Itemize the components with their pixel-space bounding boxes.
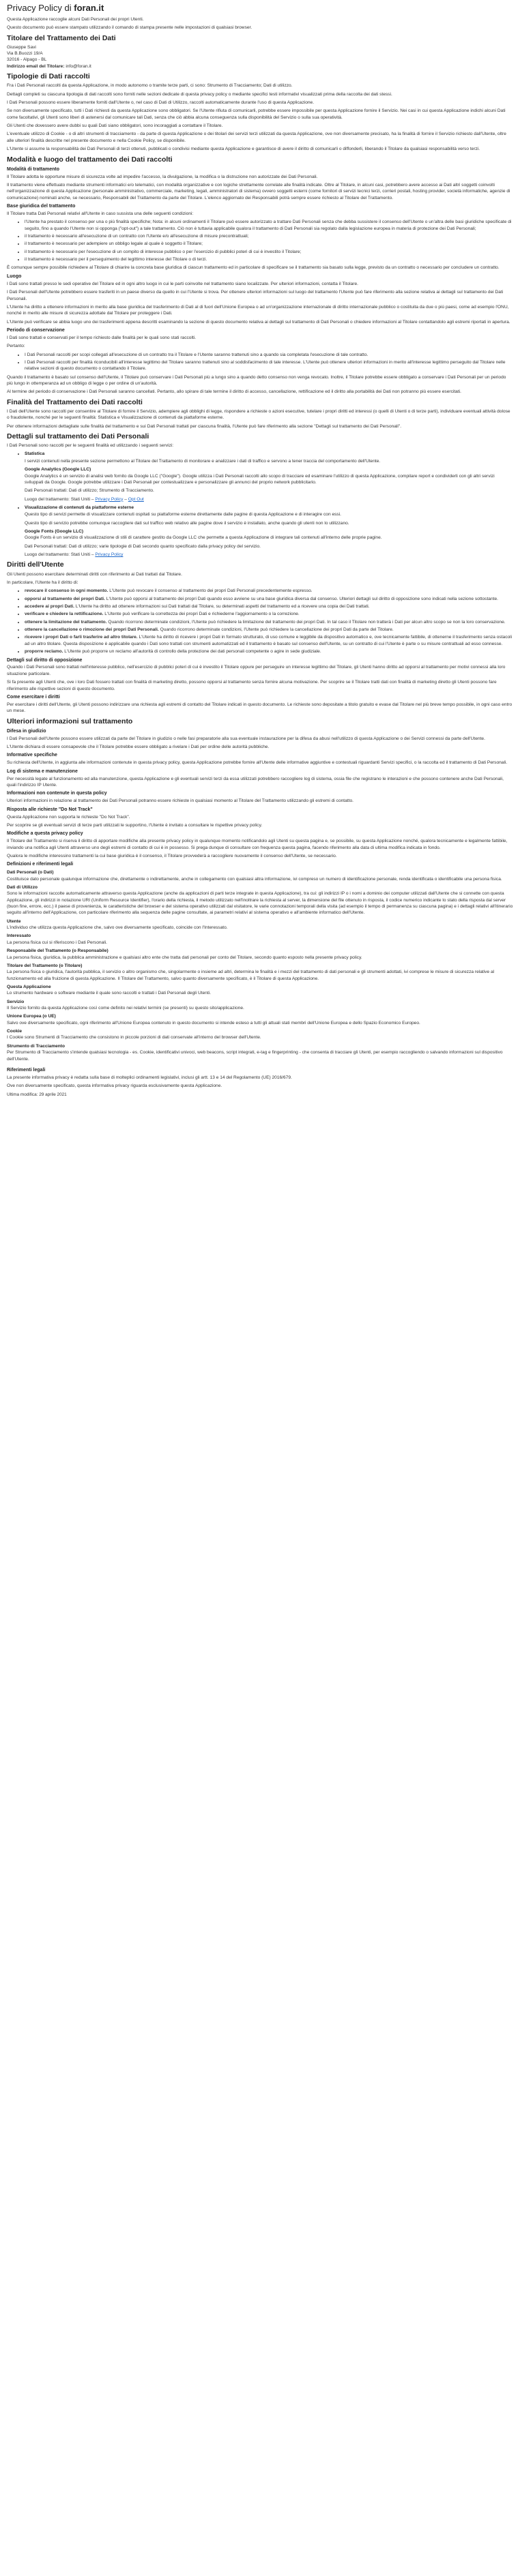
intro-paragraph: Questa Applicazione raccoglie alcuni Dati Personali dei propri Utenti. xyxy=(7,16,144,22)
rights-item-text: Quando ricorrono determinate condizioni, l'Utente può richiedere la cancellazione dei propri Dati da parte del Titolare. xyxy=(158,627,394,633)
details-intro: I Dati Personali sono raccolti per le seguenti finalità ed utilizzando i seguenti servizi: xyxy=(7,443,174,449)
rights-item-lead: accedere ai propri Dati. xyxy=(25,604,74,610)
details-item-statistics xyxy=(25,451,513,503)
further-block-paragraph: Qualora le modifiche interessino trattamenti la cui base giuridica è il consenso, il Titolare provvederà a raccogliere nuovamente il consenso dell'Utente, se necessario. xyxy=(7,853,337,858)
rights-item-lead: opporsi al trattamento dei propri Dati. xyxy=(25,596,105,601)
rights-item xyxy=(25,611,513,617)
definitions-list xyxy=(7,869,513,1062)
google-analytics-place xyxy=(25,496,513,503)
further-block-title: Difesa in giudizio xyxy=(7,728,46,734)
exercise-paragraph: Per esercitare i diritti dell'Utente, gli Utenti possono indirizzare una richiesta agli estremi di contatto del Titolare indicati in questo documento. Le richieste sono depositate a titolo gratuito e evase dal Titolare nel più breve tempo possibile, in ogni caso entro un mese. xyxy=(7,702,512,714)
privacy-policy-link[interactable]: Privacy Policy xyxy=(95,552,124,558)
definition-text: I Cookie sono Strumenti di Tracciamento che consistono in piccole porzioni di dati conservate all'interno del browser dell'Utente. xyxy=(7,1035,261,1040)
data-types-body xyxy=(7,83,513,152)
rights-item-text: L'Utente ha diritto ad ottenere informazioni sui Dati trattati dal Titolare, su determinati aspetti del trattamento ed a ricevere una copia dei Dati trattati. xyxy=(74,604,370,610)
google-fonts-title: Google Fonts (Google LLC) xyxy=(25,529,84,535)
intro-paragraph: Questo documento può essere stampato utilizzando il comando di stampa presente nelle impostazioni di qualsiasi browser. xyxy=(7,25,252,31)
rights-item-lead: ricevere i propri Dati o farli trasferire ad altro titolare. xyxy=(25,635,138,640)
data-types-paragraph: Gli Utenti che dovessero avere dubbi su quali Dati siano obbligatori, sono incoraggiati a contattare il Titolare. xyxy=(7,123,223,129)
external-content-title: • Visualizzazione di contenuti da piattaforme esterne xyxy=(25,505,134,510)
place-title: Luogo xyxy=(7,273,22,279)
legal-basis-item: • l'Utente ha prestato il consenso per una o più finalità specifiche; Nota: in alcuni ordinamenti il Titolare può essere autorizzato a trattare Dati Personali senza che debba sussistere il consenso dell'Utente o un'altra delle basi giuridiche specificate di seguito, fino a quando l'Utente non si opponga ("opt-out") a tale trattamento. Ciò non è tuttavia applicabile qualora il trattamento di Dati Personali sia regolato dalla legislazione europea in materia di protezione dei Dati Personali; xyxy=(25,219,513,232)
google-fonts-place xyxy=(25,552,513,558)
objection-paragraph: Si fa presente agli Utenti che, ove i loro Dati fossero trattati con finalità di marketing diretto, possono opporsi al trattamento senza fornire alcuna motivazione. Per scoprire se il Titolare tratti dati con finalità di marketing diretto gli Utenti possono fare riferimento alle rispettive sezioni di questo documento. xyxy=(7,680,497,691)
rights-item-lead: ottenere la cancellazione o rimozione dei propri Dati Personali. xyxy=(25,627,159,633)
data-types-paragraph: Dettagli completi su ciascuna tipologia di dati raccolti sono forniti nelle sezioni dedicate di questa privacy policy o mediante specifici testi informativi visualizzati prima della raccolta dei dati stessi. xyxy=(7,91,392,97)
further-block-paragraph: Ulteriori informazioni in relazione al trattamento dei Dati Personali potranno essere richieste in qualsiasi momento al Titolare del Trattamento utilizzando gli estremi di contatto. xyxy=(7,798,353,804)
details-list xyxy=(7,451,513,558)
place-paragraph: I Dati Personali dell'Utente potrebbero essere trasferiti in un paese diverso da quello in cui l'Utente si trova. Per ottenere ulteriori informazioni sul luogo del trattamento l'Utente può fare riferimento alla sezione relativa ai dettagli sul trattamento dei Dati Personali. xyxy=(7,290,504,301)
rights-item-text: L'Utente ha diritto di ricevere i propri Dati in formato strutturato, di uso comune e leggibile da dispositivo automatico e, ove tecnicamente fattibile, di ottenerne il trasferimento senza ostacoli ad un altro titolare. Questa disposizione è applicabile quando i Dati sono trattati con strumenti automatizzati ed il trattamento è basato sul consenso dell'Utente, su un contratto di cui l'Utente è parte o su misure contrattuali ad esso connesse. xyxy=(25,635,512,646)
definition-term: Questa Applicazione xyxy=(7,984,51,989)
rights-item xyxy=(25,648,513,655)
legal-references xyxy=(7,1067,513,1098)
owner-street: Via B.Buozzi 19/A xyxy=(7,51,43,57)
rights-item-lead: proporre reclamo. xyxy=(25,649,63,655)
google-analytics-title: Google Analytics (Google LLC) xyxy=(25,467,91,473)
purposes-paragraph: Per ottenere informazioni dettagliate sulle finalità del trattamento e sui Dati Personali trattati per ciascuna finalità, l'Utente può fare riferimento alla sezione "Dettagli sul trattamento dei Dati Personali". xyxy=(7,423,402,429)
definitions-heading: Definizioni e riferimenti legali xyxy=(7,862,74,867)
place-label: Luogo del trattamento: Stati Uniti – xyxy=(25,552,94,558)
owner-name: Giuseppe Savi xyxy=(7,44,36,50)
further-block-paragraph: Su richiesta dell'Utente, in aggiunta alle informazioni contenute in questa privacy policy, questa Applicazione potrebbe fornire all'Utente delle informative aggiuntive e contestuali riguardanti Servizi specifici, o la raccolta ed il trattamento di Dati Personali. xyxy=(7,760,508,766)
rights-item-lead: verificare e chiedere la rettificazione. xyxy=(25,612,104,617)
rights-item xyxy=(25,588,513,594)
methods-paragraph: Il trattamento viene effettuato mediante strumenti informatici e/o telematici, con modalità organizzative e con logiche strettamente correlate alle finalità indicate. Oltre al Titolare, in alcuni casi, potrebbero avere accesso ai Dati altri soggetti coinvolti nell'organizzazione di questa Applicazione (personale amministrativo, commerciale, marketing, legali, amministratori di sistema) ovvero soggetti esterni (come fornitori di servizi tecnici terzi, corrieri postali, hosting provider, società informatiche, agenzie di comunicazione) nominati anche, se necessario, Responsabili del Trattamento da parte del Titolare. L'elenco aggiornato dei Responsabili potrà sempre essere richiesto al Titolare del Trattamento. xyxy=(7,182,510,200)
place-label: Luogo del trattamento: Stati Uniti – xyxy=(25,496,94,502)
purposes-paragraph: I Dati dell'Utente sono raccolti per consentire al Titolare di fornire il Servizio, adempiere agli obblighi di legge, rispondere a richieste o azioni esecutive, tutelare i propri diritti ed interessi (o quelli di Utenti o di terze parti), individuare eventuali attività dolose o fraudolente, nonché per le seguenti finalità: Statistica e Visualizzazione di contenuti da piattaforme esterne. xyxy=(7,408,510,421)
rights-item-lead: revocare il consenso in ogni momento. xyxy=(25,588,109,594)
retention-outro: Al termine del periodo di conservazione i Dati Personali saranno cancellati. Pertanto, allo spirare di tale termine il diritto di accesso, cancellazione, rettificazione ed il diritto alla portabilità dei Dati non potranno più essere esercitati. xyxy=(7,389,461,395)
page-title xyxy=(7,3,513,14)
further-block xyxy=(7,768,513,789)
rights-item xyxy=(25,603,513,610)
rights-item-text: L'Utente può revocare il consenso al trattamento dei propri Dati Personali precedentemente espresso. xyxy=(108,588,313,594)
rights-list xyxy=(7,588,513,655)
rights-item-text: L'Utente può proporre un reclamo all'autorità di controllo della protezione dei dati personali competente o agire in sede giudiziale. xyxy=(63,649,321,655)
legal-basis-item: • il trattamento è necessario all'esecuzione di un contratto con l'Utente e/o all'esecuzione di misure precontrattuali; xyxy=(25,233,513,239)
exercise-title: Come esercitare i diritti xyxy=(7,694,60,700)
further-block-paragraph: Per scoprire se gli eventuali servizi di terze parti utilizzati le supportino, l'Utente è invitato a consultare le rispettive privacy policy. xyxy=(7,822,263,828)
rights-item-text: L'Utente può opporsi al trattamento dei propri Dati quando esso avviene su una base giuridica diversa dal consenso. Ulteriori dettagli sul diritto di opposizione sono indicati nella sezione sottostante. xyxy=(104,596,498,601)
google-fonts-text: Google Fonts è un servizio di visualizzazione di stili di carattere gestito da Google LLC che permette a questa Applicazione di integrare tali contenuti all'interno delle proprie pagine. xyxy=(25,535,382,541)
rights-item xyxy=(25,596,513,602)
definition-text: Il Servizio fornito da questa Applicazione così come definito nei relativi termini (se presenti) su questo sito/applicazione. xyxy=(7,1006,244,1011)
owner-email-line xyxy=(7,63,513,70)
further-block xyxy=(7,790,513,804)
further-block xyxy=(7,830,513,859)
legal-basis-item: • il trattamento è necessario per l'esecuzione di un compito di interesse pubblico o per l'esercizio di pubblici poteri di cui è investito il Titolare; xyxy=(25,249,513,255)
rights-heading: Diritti dell'Utente xyxy=(7,560,64,569)
rights-item xyxy=(25,634,513,647)
retention-list xyxy=(7,352,513,372)
owner-heading: Titolare del Trattamento dei Dati xyxy=(7,33,116,42)
methods-paragraph: Il Titolare adotta le opportune misure di sicurezza volte ad impedire l'accesso, la divulgazione, la modifica o la distruzione non autorizzate dei Dati Personali. xyxy=(7,174,318,179)
legal-basis-intro: Il Titolare tratta Dati Personali relativi all'Utente in caso sussista una delle seguenti condizioni: xyxy=(7,211,194,216)
retention-outro: Quando il trattamento è basato sul consenso dell'Utente, il Titolare può conservare i Dati Personali più a lungo sino a quando detto consenso non venga revocato. Inoltre, il Titolare potrebbe essere obbligato a conservare i Dati Personali per un periodo più lungo in ottemperanza ad un obbligo di legge o per ordine di un'autorità. xyxy=(7,374,506,387)
further-block-title: Modifiche a questa privacy policy xyxy=(7,831,83,837)
processing-heading: Modalità e luogo del trattamento dei Dati raccolti xyxy=(7,155,173,164)
google-analytics-data: Dati Personali trattati: Dati di utilizzo; Strumento di Tracciamento. xyxy=(25,488,154,494)
google-analytics-text: Google Analytics è un servizio di analisi web fornito da Google LLC ("Google"). Google utilizza i Dati Personali raccolti allo scopo di tracciare ed esaminare l'utilizzo di questa Applicazione, compilare report e condividerli con gli altri servizi sviluppati da Google. Google potrebbe utilizzare i Dati Personali per contestualizzare e personalizzare gli annunci del proprio network pubblicitario. xyxy=(25,473,495,485)
legal-basis-list xyxy=(7,219,513,263)
retention-title: Periodo di conservazione xyxy=(7,327,65,333)
further-block-title: Informazioni non contenute in questa policy xyxy=(7,791,107,796)
definition-term: Dati di Utilizzo xyxy=(7,884,38,890)
details-heading: Dettagli sul trattamento dei Dati Personali xyxy=(7,432,149,440)
legal-basis-outro: È comunque sempre possibile richiedere al Titolare di chiarire la concreta base giuridica di ciascun trattamento ed in particolare di specificare se il trattamento sia basato sulla legge, previsto da un contratto o necessario per concludere un contratto. xyxy=(7,265,500,271)
external-content-desc: Questo tipo di servizi permette di visualizzare contenuti ospitati su piattaforme esterne direttamente dalle pagine di questa Applicazione e di interagire con essi. xyxy=(25,512,342,518)
owner-address xyxy=(7,44,513,70)
link-dash: – xyxy=(124,496,127,502)
data-types-paragraph: L'Utente si assume la responsabilità dei Dati Personali di terzi ottenuti, pubblicati o condivisi mediante questa Applicazione e garantisce di avere il diritto di comunicarli o diffonderli, liberando il Titolare da qualsiasi responsabilità verso terzi. xyxy=(7,147,480,152)
definition-term: Titolare del Trattamento (o Titolare) xyxy=(7,963,83,968)
definition-term: Strumento di Tracciamento xyxy=(7,1043,66,1049)
further-block-paragraph: Per necessità legate al funzionamento ed alla manutenzione, questa Applicazione e gli eventuali servizi terzi da essa utilizzati potrebbero raccogliere log di sistema, ossia file che registrano le interazioni e che possono contenere anche Dati Personali, quali l'indirizzo IP Utente. xyxy=(7,776,504,788)
legal-basis-title: Base giuridica del trattamento xyxy=(7,204,76,209)
rights-item-lead: ottenere la limitazione del trattamento. xyxy=(25,619,107,625)
data-types-paragraph: Se non diversamente specificato, tutti i Dati richiesti da questa Applicazione sono obbligatori. Se l'Utente rifiuta di comunicarli, potrebbe essere impossibile per questa Applicazione fornire il Servizio. Nei casi in cui questa Applicazione indichi alcuni Dati come facoltativi, gli Utenti sono liberi di astenersi dal comunicare tali Dati, senza che ciò abbia alcuna conseguenza sulla disponibilità del Servizio o sulla sua operatività. xyxy=(7,108,506,120)
rights-item xyxy=(25,627,513,633)
retention-item: • I Dati Personali raccolti per scopi collegati all'esecuzione di un contratto tra il Titolare e l'Utente saranno trattenuti sino a quando sia completata l'esecuzione di tale contratto. xyxy=(25,352,513,358)
definition-text: Sono le informazioni raccolte automaticamente attraverso questa Applicazione (anche da applicazioni di parti terze integrate in questa Applicazione), tra cui: gli indirizzi IP o i nomi a dominio dei computer utilizzati dall'Utente che si connette con questa Applicazione, gli indirizzi in notazione URI (Uniform Resource Identifier), l'orario della richiesta, il metodo utilizzato nell'inoltrare la richiesta al server, la dimensione del file ottenuto in risposta, il codice numerico indicante lo stato della risposta dal server (buon fine, errore, ecc.) il paese di provenienza, le caratteristiche del browser e del sistema operativo utilizzati dal visitatore, le varie connotazioni temporali della visita (ad esempio il tempo di permanenza su ciascuna pagina) e i dettagli relativi all'itinerario seguito all'interno dell'Applicazione, con particolare riferimento alla sequenza delle pagine consultate, ai parametri relativi al sistema operativo e all'ambiente informatico dell'Utente. xyxy=(7,891,513,916)
retention-item: • I Dati Personali raccolti per finalità riconducibili all'interesse legittimo del Titolare saranno trattenuti sino al soddisfacimento di tale interesse. L'Utente può ottenere ulteriori informazioni in merito all'interesse legittimo perseguito dal Titolare nelle relative sezioni di questo documento o contattando il Titolare. xyxy=(25,359,513,372)
definition-text: La persona fisica o giuridica, l'autorità pubblica, il servizio o altro organismo che, singolarmente o insieme ad altri, determina le finalità e i mezzi del trattamento di dati personali e gli strumenti adottati, ivi comprese le misure di sicurezza relative al funzionamento ed alla fruizione di questa Applicazione. Il Titolare del Trattamento, salvo quanto diversamente specificato, è il Titolare di questa Applicazione. xyxy=(7,970,495,981)
owner-email: info@foran.it xyxy=(66,63,91,69)
definition-text: La persona fisica cui si riferiscono i Dati Personali. xyxy=(7,940,107,945)
rights-intro: Gli Utenti possono esercitare determinati diritti con riferimento ai Dati trattati dal Titolare. xyxy=(7,571,182,577)
statistics-title: • Statistica xyxy=(25,451,45,457)
data-types-paragraph: L'eventuale utilizzo di Cookie - o di altri strumenti di tracciamento - da parte di questa Applicazione o dei titolari dei servizi terzi utilizzati da questa Applicazione, ove non diversamente precisato, ha la finalità di fornire il Servizio richiesto dall'Utente, oltre alle ulteriori finalità descritte nel presente documento e nella Cookie Policy, se disponibile. xyxy=(7,132,506,143)
rights-item-text: Quando ricorrono determinate condizioni, l'Utente può richiedere la limitazione del trattamento dei propri Dati. In tal caso il Titolare non tratterà i Dati per alcun altro scopo se non la loro conservazione. xyxy=(106,619,506,625)
privacy-policy-link[interactable]: Privacy Policy xyxy=(95,496,124,502)
definition-text: L'individuo che utilizza questa Applicazione che, salvo ove diversamente specificato, coincide con l'Interessato. xyxy=(7,925,228,931)
data-types-heading: Tipologie di Dati raccolti xyxy=(7,72,90,81)
definition-text: Per Strumento di Tracciamento s'intende qualsiasi tecnologia - es. Cookie, identificativi univoci, web beacons, script integrati, e-tag e fingerprinting - che consenta di tracciare gli Utenti, per esempio raccogliendo o salvando informazioni sul dispositivo dell'Utente. xyxy=(7,1050,503,1062)
legal-basis-item: • il trattamento è necessario per adempiere un obbligo legale al quale è soggetto il Titolare; xyxy=(25,241,513,247)
statistics-desc: I servizi contenuti nella presente sezione permettono al Titolare del Trattamento di monitorare e analizzare i dati di traffico e servono a tener traccia del comportamento dell'Utente. xyxy=(25,458,381,464)
objection-paragraph: Quando i Dati Personali sono trattati nell'interesse pubblico, nell'esercizio di pubblici poteri di cui è investito il Titolare oppure per perseguire un interesse legittimo del Titolare, gli Utenti hanno diritto ad opporsi al trattamento per motivi connessi alla loro situazione particolare. xyxy=(7,665,506,676)
definition-text: Salvo ove diversamente specificato, ogni riferimento all'Unione Europea contenuto in questo documento si intende esteso a tutti gli attuali stati membri dell'Unione Europea e dello Spazio Economico Europeo. xyxy=(7,1020,420,1025)
purposes-heading: Finalità del Trattamento dei Dati raccolti xyxy=(7,398,143,406)
definition-text: Lo strumento hardware o software mediante il quale sono raccolti e trattati i Dati Personali degli Utenti. xyxy=(7,991,212,996)
legal-references-title: Riferimenti legali xyxy=(7,1067,46,1073)
further-block xyxy=(7,807,513,829)
data-types-paragraph: Fra i Dati Personali raccolti da questa Applicazione, in modo autonomo o tramite terze parti, ci sono: Strumento di Tracciamento; Dati di utilizzo. xyxy=(7,83,293,89)
rights-item xyxy=(25,619,513,625)
further-heading: Ulteriori informazioni sul trattamento xyxy=(7,717,133,725)
legal-references-paragraph: La presente informativa privacy è redatta sulla base di molteplici ordinamenti legislativi, inclusi gli artt. 13 e 14 del Regolamento (UE) 2016/679. xyxy=(7,1075,292,1080)
further-block-title: Risposta alle richieste "Do Not Track" xyxy=(7,807,93,812)
further-block-title: Informative specifiche xyxy=(7,753,57,758)
definition-term: Servizio xyxy=(7,999,25,1004)
privacy-policy-page xyxy=(0,0,520,1104)
retention-intro: Pertanto: xyxy=(7,344,25,349)
methods-title: Modalità di trattamento xyxy=(7,166,60,172)
last-updated: Ultima modifica: 29 aprile 2021 xyxy=(7,1092,67,1097)
title-site: foran.it xyxy=(74,3,104,13)
further-block-title: Log di sistema e manutenzione xyxy=(7,768,78,774)
definition-text: La persona fisica, giuridica, la pubblica amministrazione e qualsiasi altro ente che tratta dati personali per conto del Titolare, secondo quanto esposto nella presente privacy policy. xyxy=(7,955,362,960)
further-block-paragraph: Questa Applicazione non supporta le richieste "Do Not Track". xyxy=(7,814,130,820)
owner-city: 32016 - Alpago - BL xyxy=(7,57,47,63)
title-prefix: Privacy Policy di xyxy=(7,3,72,13)
definition-term: Utente xyxy=(7,918,21,924)
further-block-paragraph: Il Titolare del Trattamento si riserva il diritto di apportare modifiche alla presente privacy policy in qualunque momento notificandolo agli Utenti su questa pagina e, se possibile, su questa Applicazione nonché, qualora tecnicamente e legalmente fattibile, inviando una notifica agli Utenti attraverso uno degli estremi di contatto di cui è in possesso. Si prega dunque di consultare con frequenza questa pagina, facendo riferimento alla data di ultima modifica indicata in fondo. xyxy=(7,839,508,850)
place-paragraph: I Dati sono trattati presso le sedi operative del Titolare ed in ogni altro luogo in cui le parti coinvolte nel trattamento siano localizzate. Per ulteriori informazioni, contatta il Titolare. xyxy=(7,281,358,286)
opt-out-link[interactable]: Opt Out xyxy=(128,496,144,502)
google-fonts-data: Dati Personali trattati: Dati di utilizzo; varie tipologie di Dati secondo quanto specificato dalla privacy policy del servizio. xyxy=(25,543,261,549)
external-content-desc: Questo tipo di servizio potrebbe comunque raccogliere dati sul traffico web relativo alle pagine dove il servizio è installato, anche quando gli utenti non lo utilizzano. xyxy=(25,520,349,526)
place-paragraph: L'Utente può verificare se abbia luogo uno dei trasferimenti appena descritti esaminando la sezione di questo documento relativa ai dettagli sul trattamento di Dati Personali o chiedere informazioni al Titolare contattandolo agli estremi riportati in apertura. xyxy=(7,319,510,325)
further-block-paragraph: L'Utente dichiara di essere consapevole che il Titolare potrebbe essere obbligato a rivelare i Dati per ordine delle autorità pubbliche. xyxy=(7,745,270,749)
owner-email-label: Indirizzo email del Titolare: xyxy=(7,63,65,69)
rights-item-text: L'Utente può verificare la correttezza dei propri Dati e richiederne l'aggiornamento o la correzione. xyxy=(103,612,300,617)
details-item-external-content xyxy=(25,505,513,558)
data-types-paragraph: I Dati Personali possono essere liberamente forniti dall'Utente o, nel caso di Dati di Utilizzo, raccolti automaticamente durante l'uso di questa Applicazione. xyxy=(7,100,315,106)
legal-basis-item: • il trattamento è necessario per il perseguimento del legittimo interesse del Titolare o di terzi. xyxy=(25,256,513,263)
further-block xyxy=(7,728,513,751)
legal-references-paragraph: Ove non diversamente specificato, questa informativa privacy riguarda esclusivamente questa Applicazione. xyxy=(7,1083,222,1089)
place-paragraph: L'Utente ha diritto a ottenere informazioni in merito alla base giuridica del trasferimento di Dati al di fuori dell'Unione Europea o ad un'organizzazione internazionale di diritto internazionale pubblico o costituita da due o più paesi, come ad esempio l'ONU, nonché in merito alle misure di sicurezza adottate dal Titolare per proteggere i Dati. xyxy=(7,304,509,316)
definition-term: Unione Europea (o UE) xyxy=(7,1014,56,1019)
definition-term: Responsabile del Trattamento (o Responsabile) xyxy=(7,948,109,954)
definition-term: Dati Personali (o Dati) xyxy=(7,870,54,875)
definition-term: Cookie xyxy=(7,1029,22,1034)
retention-intro: I Dati sono trattati e conservati per il tempo richiesto dalle finalità per le quali sono stati raccolti. xyxy=(7,335,197,340)
definition-text: Costituisce dato personale qualunque informazione che, direttamente o indirettamente, anche in collegamento con qualsiasi altra informazione, ivi compreso un numero di identificazione personale, renda identificata o identificabile una persona fisica. xyxy=(7,876,502,882)
further-block xyxy=(7,752,513,766)
definition-term: Interessato xyxy=(7,933,31,939)
rights-intro: In particolare, l'Utente ha il diritto di: xyxy=(7,580,78,585)
further-block-paragraph: I Dati Personali dell'Utente possono essere utilizzati da parte del Titolare in giudizio o nelle fasi preparatorie alla sua eventuale instaurazione per la difesa da abusi nell'utilizzo di questa Applicazione o dei Servizi connessi da parte dell'Utente. xyxy=(7,736,485,741)
objection-title: Dettagli sul diritto di opposizione xyxy=(7,657,83,663)
